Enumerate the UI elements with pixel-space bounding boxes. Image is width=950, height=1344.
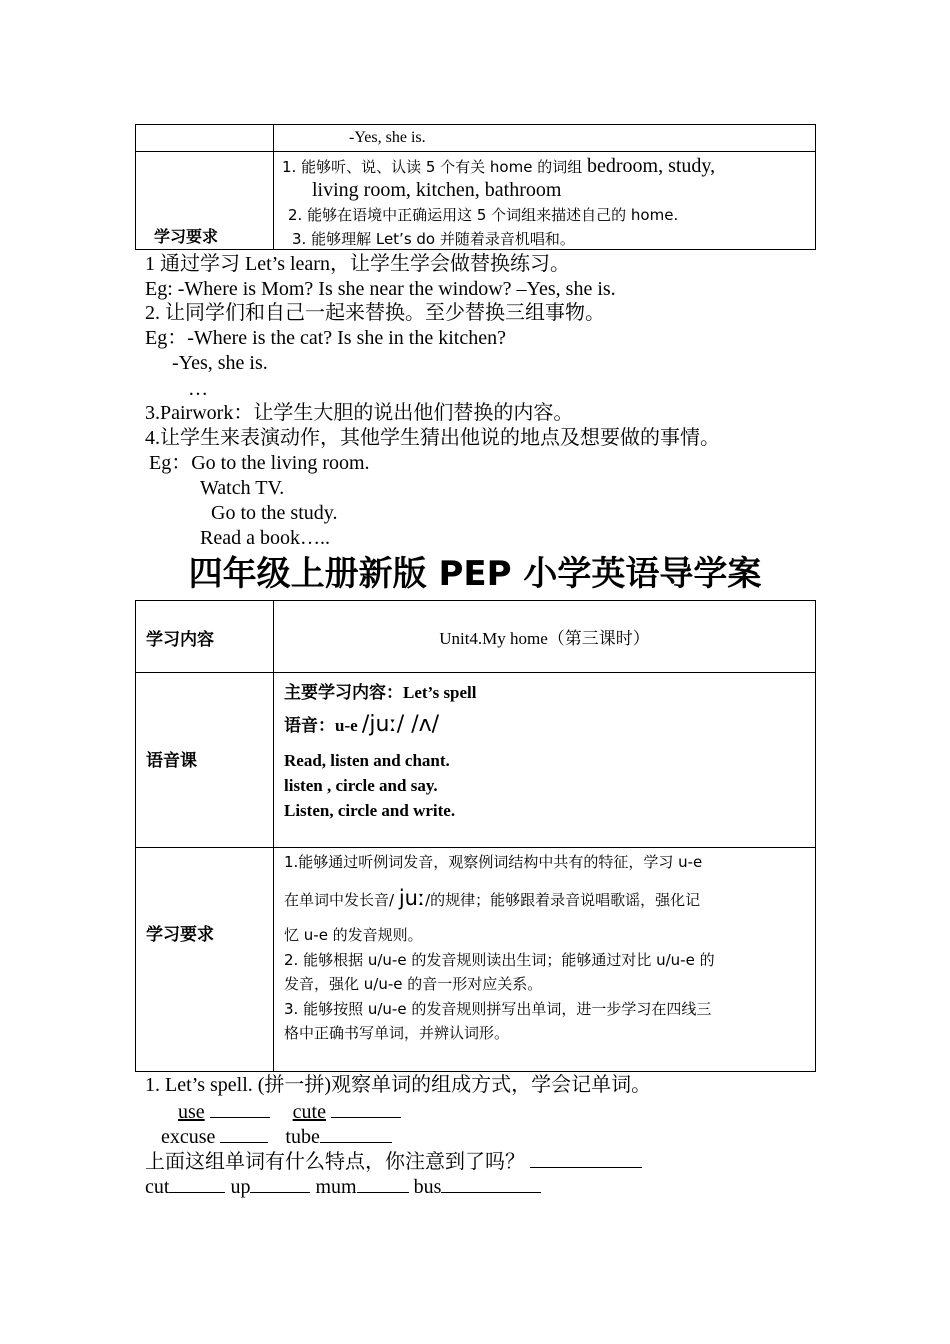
answer-text: -Yes, she is.: [349, 129, 426, 146]
activity-line-10: Watch TV.: [200, 477, 285, 499]
requirements-cell: [274, 152, 816, 250]
blank-use[interactable]: [210, 1099, 270, 1118]
activity-line-11: Go to the study.: [211, 502, 338, 524]
word-up: up: [230, 1176, 251, 1198]
goal-3-line-a: 3. 能够按照 u/u-e 的发音规则拼写出单词，进一步学习在四线三: [284, 1000, 712, 1018]
phonics-activity-1: Read, listen and chant.: [284, 751, 450, 770]
page-heading: 四年级上册新版 PEP 小学英语导学案: [188, 554, 762, 594]
requirements-label: 学习要求: [154, 227, 219, 246]
phonics-label-cell: [136, 673, 274, 848]
blank-cut[interactable]: [169, 1174, 225, 1193]
activity-line-3: 2. 让同学们和自己一起来替换。至少替换三组事物。: [145, 302, 605, 324]
phonics-label: 语音课: [146, 751, 197, 771]
requirement-1-words-cont: living room, kitchen, bathroom: [312, 179, 562, 201]
activity-line-4: Eg：-Where is the cat? Is she in the kitchen?: [145, 327, 506, 349]
activity-line-9: Eg：Go to the living room.: [149, 452, 370, 474]
word-excuse: excuse: [161, 1126, 216, 1148]
requirement-3: 3. 能够理解 Let’s do 并随着录音机唱和。: [292, 230, 575, 248]
spell-row-1: [178, 1099, 401, 1124]
goal-2-line-b: 发音，强化 u/u-e 的音一形对应关系。: [284, 975, 543, 993]
top-table: [135, 124, 816, 250]
phonics-title: 主要学习内容：Let’s spell: [284, 683, 477, 702]
phonics-sounds-label: 语音：u-e: [284, 716, 362, 735]
phonics-activity-2: listen , circle and say.: [284, 776, 438, 795]
spell-instruction: 1. Let’s spell. (拼一拼)观察单词的组成方式，学会记单词。: [145, 1074, 652, 1096]
spell-row-3: [145, 1174, 541, 1199]
top-table-empty-cell: [136, 125, 274, 152]
phonics-sounds: [284, 711, 439, 737]
word-tube: tube: [285, 1126, 320, 1148]
requirement-1: [282, 154, 715, 180]
requirement-1-text: 1. 能够听、说、认读 5 个有关 home 的词组: [282, 158, 587, 176]
goal-1-ipa: juː: [398, 886, 426, 910]
requirement-2: 2. 能够在语境中正确运用这 5 个词组来描述自己的 home.: [288, 206, 679, 224]
activity-line-2: Eg: -Where is Mom? Is she near the window? –Yes, she is.: [145, 278, 616, 300]
goal-1-line-b-post: /的规律；能够跟着录音说唱歌谣，强化记: [425, 891, 701, 909]
content-value-cell: [274, 601, 816, 673]
phonics-ipa: /juː/ /ʌ/: [361, 712, 440, 737]
blank-excuse[interactable]: [220, 1124, 268, 1143]
content-label: 学习内容: [146, 630, 214, 650]
activity-line-12: Read a book…..: [200, 527, 330, 549]
goal-2-line-a: 2. 能够根据 u/u-e 的发音规则读出生词；能够通过对比 u/u-e 的: [284, 951, 715, 969]
blank-tube[interactable]: [320, 1124, 392, 1143]
goals-content-cell: [274, 848, 816, 1072]
word-mum: mum: [315, 1176, 357, 1198]
word-cute: cute: [292, 1101, 326, 1123]
blank-mum[interactable]: [357, 1174, 409, 1193]
phonics-content-cell: [274, 673, 816, 848]
blank-up[interactable]: [250, 1174, 310, 1193]
activity-line-5: -Yes, she is.: [172, 352, 268, 374]
spell-question-line: [145, 1149, 642, 1174]
main-table: [135, 600, 816, 1072]
activity-line-6: …: [188, 378, 208, 400]
spell-question: 上面这组单词有什么特点，你注意到了吗？: [145, 1151, 525, 1173]
blank-cute[interactable]: [331, 1099, 401, 1118]
word-use: use: [178, 1101, 205, 1123]
goals-label-cell: [136, 848, 274, 1072]
unit-title: Unit4.My home（第三课时）: [439, 629, 650, 648]
goal-3-line-b: 格中正确书写单词，并辨认词形。: [284, 1024, 510, 1042]
goal-1-line-b: [284, 886, 700, 910]
requirements-label-cell: [136, 152, 274, 250]
top-table-answer-cell: [274, 125, 816, 152]
activity-line-7: 3.Pairwork：让学生大胆的说出他们替换的内容。: [145, 402, 574, 424]
blank-bus[interactable]: [441, 1174, 541, 1193]
activity-line-1: 1 通过学习 Let’s learn，让学生学会做替换练习。: [145, 253, 570, 275]
goals-label: 学习要求: [146, 925, 214, 945]
goal-1-line-b-pre: 在单词中发长音/: [284, 891, 399, 909]
goal-1-line-a: 1.能够通过听例词发音，观察例词结构中共有的特征，学习 u-e: [284, 853, 703, 871]
word-cut: cut: [145, 1176, 170, 1198]
spell-row-2: [161, 1124, 392, 1149]
blank-question[interactable]: [530, 1149, 642, 1168]
phonics-activity-3: Listen, circle and write.: [284, 801, 456, 820]
content-label-cell: [136, 601, 274, 673]
goal-1-line-c: 忆 u-e 的发音规则。: [284, 926, 423, 944]
activity-line-8: 4.让学生来表演动作，其他学生猜出他说的地点及想要做的事情。: [145, 427, 720, 449]
requirement-1-words: bedroom, study,: [587, 155, 716, 177]
word-bus: bus: [413, 1176, 442, 1198]
